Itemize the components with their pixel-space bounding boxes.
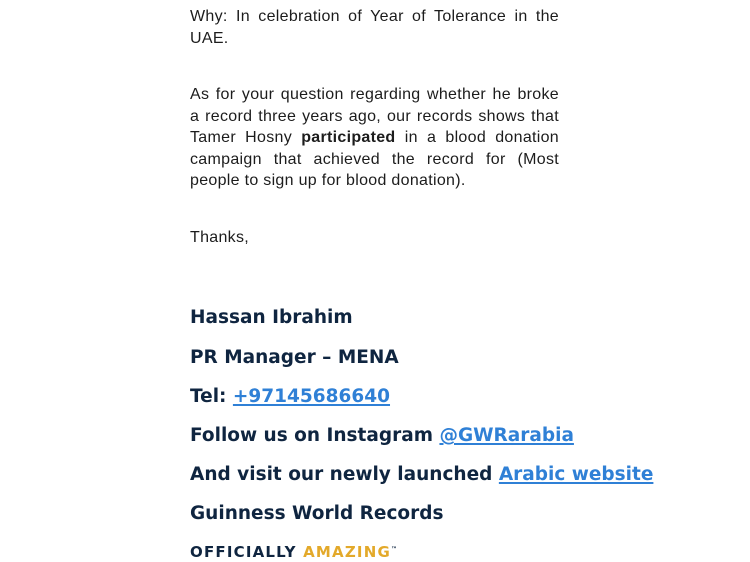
instagram-label: Follow us on Instagram [190, 425, 433, 446]
trademark-mark: ™ [390, 546, 399, 553]
signature-tel [190, 385, 390, 409]
logo-word-amazing: AMAZING [303, 543, 391, 561]
tel-link[interactable]: +97145686640 [232, 386, 391, 407]
website-label: And visit our newly launched [190, 464, 493, 485]
signature-title: PR Manager – MENA [190, 347, 399, 368]
tel-label: Tel: [190, 386, 227, 407]
record-paragraph [190, 84, 559, 192]
closing-text: Thanks, [190, 229, 250, 246]
why-line: Why: In celebration of Year of Tolerance in the UAE. [190, 8, 559, 47]
record-text-part2: in a blood donation campaign that achieved the record for (Most people to sign up for blood donation). [190, 129, 560, 190]
record-text-bold: participated [301, 129, 396, 147]
signature-organization: Guinness World Records [190, 503, 444, 524]
signature-name: Hassan Ibrahim [190, 307, 353, 328]
signature-instagram [190, 424, 574, 448]
logo-word-officially: OFFICIALLY [190, 543, 297, 561]
signature-website [190, 463, 653, 487]
record-text-part1: As for your question regarding whether he broke a record three years ago, our records shows that Tamer Hosny [190, 86, 559, 147]
website-link[interactable]: Arabic website [498, 464, 654, 485]
instagram-link[interactable]: @GWRarabia [439, 425, 574, 446]
officially-amazing-logo [190, 541, 398, 561]
